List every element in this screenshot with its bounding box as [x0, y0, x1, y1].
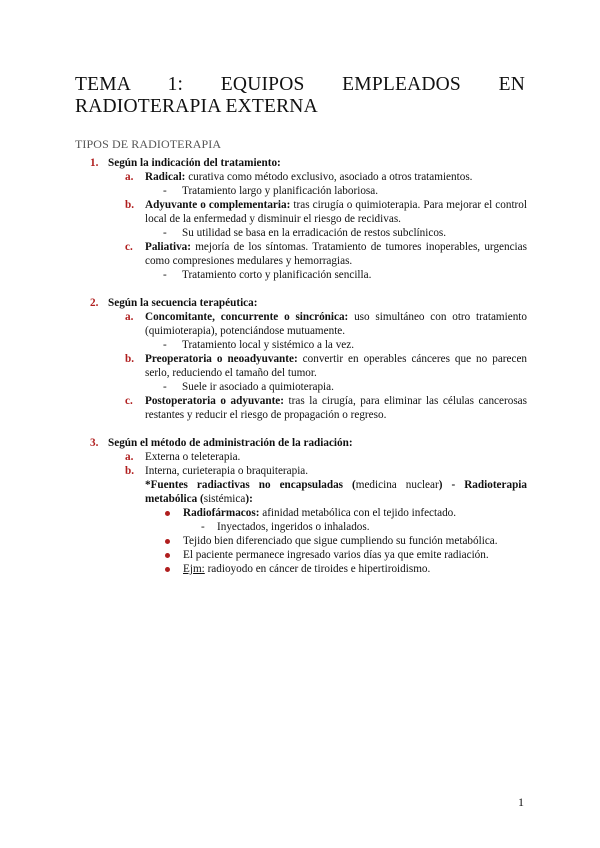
term: Radiofármacos: — [183, 507, 260, 519]
detail-line: - Tratamiento local y sistémico a la vez. — [163, 339, 355, 351]
definition: Interna, curieterapia o braquiterapia. — [145, 465, 309, 477]
detail-line: - Inyectados, ingeridos o inhalados. — [201, 521, 370, 533]
sub-item-paliativa — [75, 240, 527, 268]
term: Preoperatoria o neoadyuvante: — [145, 353, 298, 365]
title-line-1: TEMA 1: EQUIPOS EMPLEADOS EN — [75, 74, 525, 95]
bullet-item — [75, 534, 527, 548]
item-heading: Según la secuencia terapéutica: — [108, 297, 258, 309]
definition: curativa como método exclusivo, asociado a otros tratamientos. — [185, 171, 473, 183]
definition: radioyodo en cáncer de tiroides e hipertiroidismo. — [204, 563, 431, 575]
term: Radical: — [145, 171, 186, 183]
list-item-1 — [75, 156, 527, 170]
bullet-icon — [165, 539, 170, 544]
item-heading: Según la indicación del tratamiento: — [108, 157, 281, 169]
definition: Tejido bien diferenciado que sigue cumpliendo su función metabólica. — [183, 535, 498, 547]
bullet-item — [75, 506, 527, 520]
bullet-icon — [165, 553, 170, 558]
detail-line: - Tratamiento corto y planificación sencilla. — [163, 269, 372, 281]
definition: mejoría de los síntomas. Tratamiento de tumores inoperables, urgencias como compresiones medulares y hemorragias. — [145, 241, 527, 267]
item-number: 2. — [90, 297, 99, 309]
term: Paliativa: — [145, 241, 191, 253]
definition: tras la cirugía, para eliminar las células cancerosas restantes y reducir el riesgo de propagación o regreso. — [145, 395, 527, 421]
detail-line: - Suele ir asociado a quimioterapia. — [163, 381, 334, 393]
note-text: medicina nuclear — [355, 479, 439, 491]
bullet-icon — [165, 511, 170, 516]
list-item-3 — [75, 436, 527, 450]
section-heading: TIPOS DE RADIOTERAPIA — [75, 137, 222, 151]
detail-text: Tratamiento largo y planificación laboriosa. — [182, 185, 379, 197]
sub-item-letter: a. — [125, 311, 134, 323]
example-label: Ejm: — [183, 563, 205, 575]
definition: tras cirugía o quimioterapia. Para mejorar el control local de la enfermedad y disminuir el riesgo de recidivas. — [145, 199, 527, 225]
title-line-2: RADIOTERAPIA EXTERNA — [75, 96, 318, 117]
term: Adyuvante o complementaria: — [145, 199, 291, 211]
definition: convertir en operables cánceres que no parecen serlo, reduciendo el tamaño del tumor. — [145, 353, 528, 379]
sub-item-radical — [75, 170, 527, 184]
detail-line: - Su utilidad se basa en la erradicación de restos subclínicos. — [163, 227, 447, 239]
item-heading: Según el método de administración de la radiación: — [108, 437, 353, 449]
note-fuentes — [75, 478, 527, 506]
item-number: 3. — [90, 437, 99, 449]
item-number: 1. — [90, 157, 99, 169]
note-term: ) - Radioterapia metabólica ( — [145, 479, 527, 505]
detail-text: Tratamiento corto y planificación sencilla. — [182, 269, 372, 281]
list-item-2 — [75, 296, 527, 310]
detail-text: Su utilidad se basa en la erradicación de restos subclínicos. — [182, 227, 447, 239]
note-term: ): — [245, 493, 253, 505]
page-number: 1 — [518, 795, 524, 809]
detail-text: Tratamiento local y sistémico a la vez. — [182, 339, 355, 351]
bullet-item — [75, 548, 527, 562]
sub-item-postoperatoria — [75, 394, 527, 422]
term: Postoperatoria o adyuvante: — [145, 395, 284, 407]
note-term: *Fuentes radiactivas no encapsuladas ( — [145, 479, 356, 491]
sub-item-letter: a. — [125, 171, 134, 183]
definition: El paciente permanece ingresado varios días ya que emite radiación. — [183, 549, 489, 561]
sub-item-preoperatoria — [75, 352, 527, 380]
sub-item-interna — [75, 464, 527, 478]
detail-line: - Tratamiento largo y planificación laboriosa. — [163, 185, 379, 197]
sub-item-letter: b. — [125, 465, 135, 477]
sub-item-adyuvante — [75, 198, 527, 226]
note-text: sistémica — [203, 493, 246, 505]
page-title — [75, 74, 525, 118]
sub-item-letter: c. — [125, 395, 133, 407]
term: Concomitante, concurrente o sincrónica: — [145, 311, 349, 323]
sub-item-letter: b. — [125, 199, 135, 211]
definition: Externa o teleterapia. — [145, 451, 241, 463]
detail-text: Suele ir asociado a quimioterapia. — [182, 381, 334, 393]
document-body — [75, 156, 527, 576]
definition: uso simultáneo con otro tratamiento (quimioterapia), potenciándose mutuamente. — [145, 311, 527, 337]
sub-item-letter: a. — [125, 451, 134, 463]
bullet-item — [75, 562, 527, 576]
sub-item-letter: c. — [125, 241, 133, 253]
sub-item-externa — [75, 450, 527, 464]
sub-item-concomitante — [75, 310, 527, 338]
detail-text: Inyectados, ingeridos o inhalados. — [217, 521, 370, 533]
sub-item-letter: b. — [125, 353, 135, 365]
bullet-icon — [165, 567, 170, 572]
definition: afinidad metabólica con el tejido infectado. — [259, 507, 457, 519]
